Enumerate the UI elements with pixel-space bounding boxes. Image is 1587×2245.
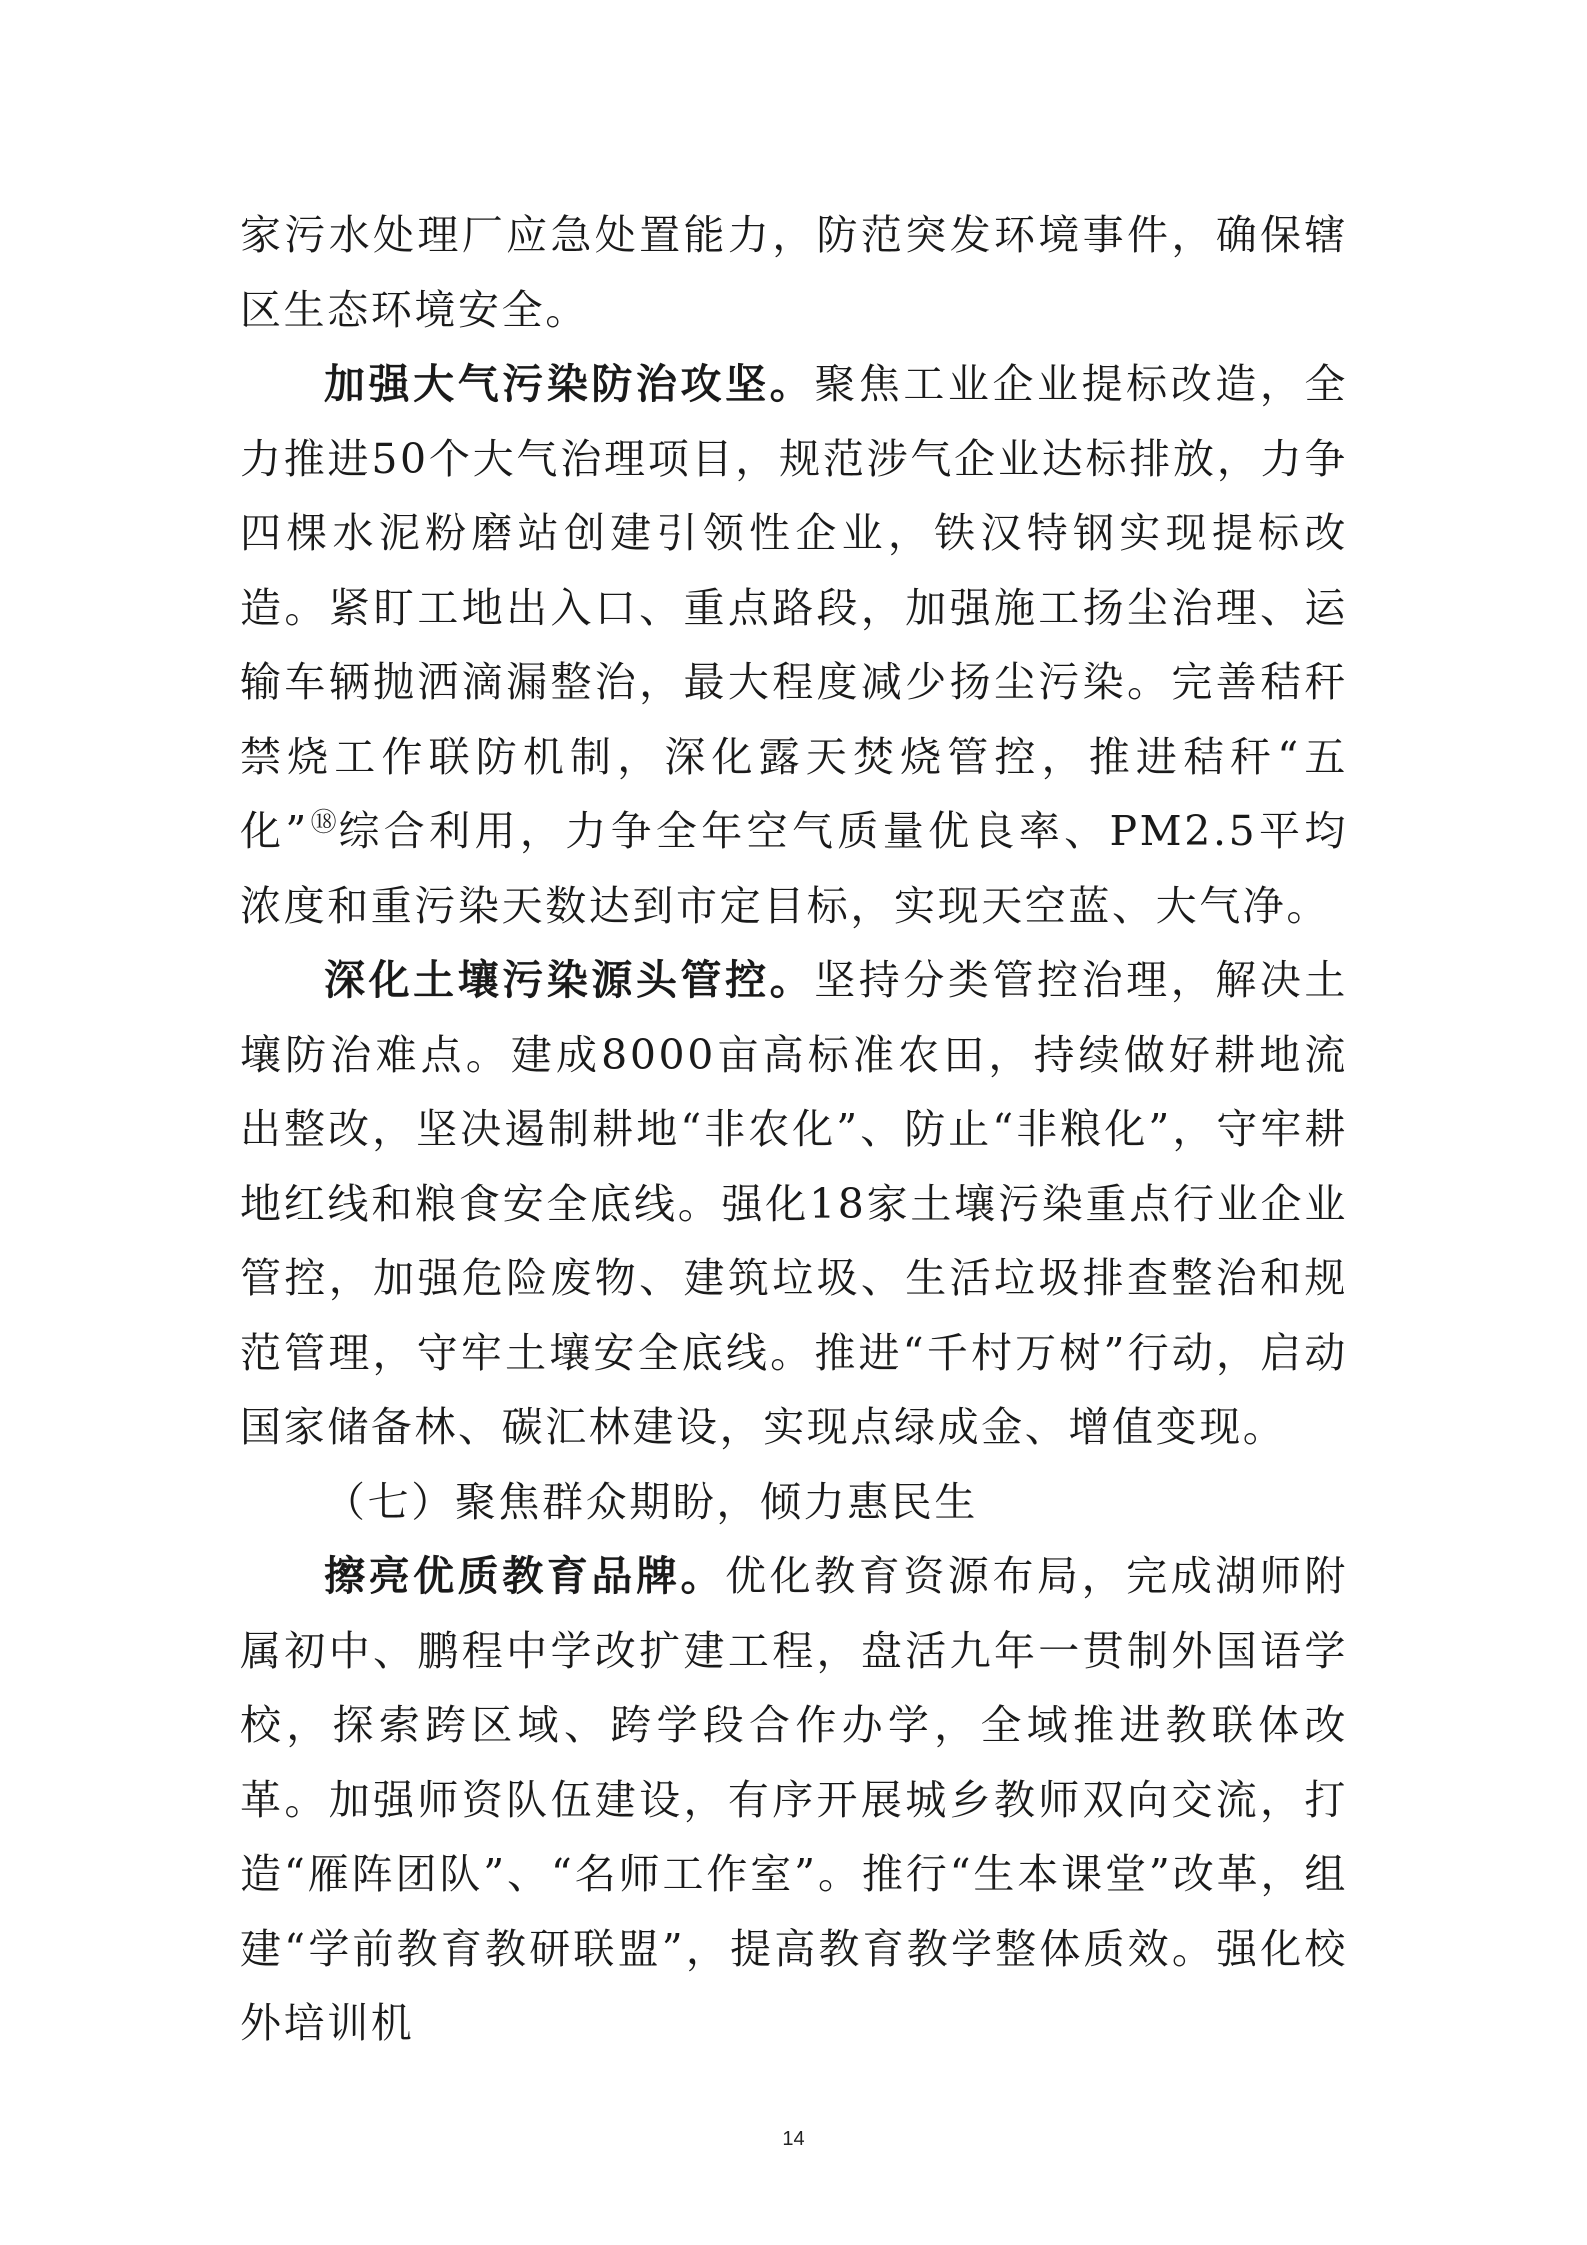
paragraph-air-pollution <box>240 347 1348 943</box>
footnote-marker: ⑱ <box>308 808 339 838</box>
body-text <box>240 198 1348 2061</box>
section-heading: （七）聚焦群众期盼，倾力惠民生 <box>324 1477 978 1526</box>
paragraph-lead-title: 加强大气污染防治攻坚。 <box>324 360 815 408</box>
paragraph-text: 综合利用，力争全年空气质量优良率、PM2.5平均浓度和重污染天数达到市定目标，实现天空蓝、大气净。 <box>240 807 1348 930</box>
paragraph-education <box>240 1539 1348 2061</box>
page-number: 14 <box>782 2128 805 2150</box>
paragraph-continuation: 家污水处理厂应急处置能力，防范突发环境事件，确保辖区生态环境安全。 <box>240 211 1348 334</box>
paragraph-lead-title: 擦亮优质教育品牌。 <box>324 1552 726 1600</box>
paragraph-text: 聚焦工业企业提标改造，全力推进50个大气治理项目，规范涉气企业达标排放，力争四棵水泥粉磨站创建引领性企业，铁汉特钢实现提标改造。紧盯工地出入口、重点路段，加强施工扬尘治理、运输车辆抛洒滴漏整治，最大程度减少扬尘污染。完善秸秆禁烧工作联防机制，深化露天焚烧管控，推进秸秆“五化” <box>240 360 1348 855</box>
paragraph-text: 坚持分类管控治理，解决土壤防治难点。建成8000亩高标准农田，持续做好耕地流出整改，坚决遏制耕地“非农化”、防止“非粮化”，守牢耕地红线和粮食安全底线。强化18家土壤污染重点行业企业管控，加强危险废物、建筑垃圾、生活垃圾排查整治和规范管理，守牢土壤安全底线。推进“千村万树”行动，启动国家储备林、碳汇林建设，实现点绿成金、增值变现。 <box>240 956 1348 1451</box>
paragraph-lead-title: 深化土壤污染源头管控。 <box>324 956 815 1004</box>
paragraph-text: 优化教育资源布局，完成湖师附属初中、鹏程中学改扩建工程，盘活九年一贯制外国语学校，探索跨区域、跨学段合作办学，全域推进教联体改革。加强师资队伍建设，有序开展城乡教师双向交流，打造“雁阵团队”、“名师工作室”。推行“生本课堂”改革，组建“学前教育教研联盟”，提高教育教学整体质效。强化校外培训机 <box>240 1552 1348 2047</box>
paragraph-soil-pollution <box>240 943 1348 1465</box>
